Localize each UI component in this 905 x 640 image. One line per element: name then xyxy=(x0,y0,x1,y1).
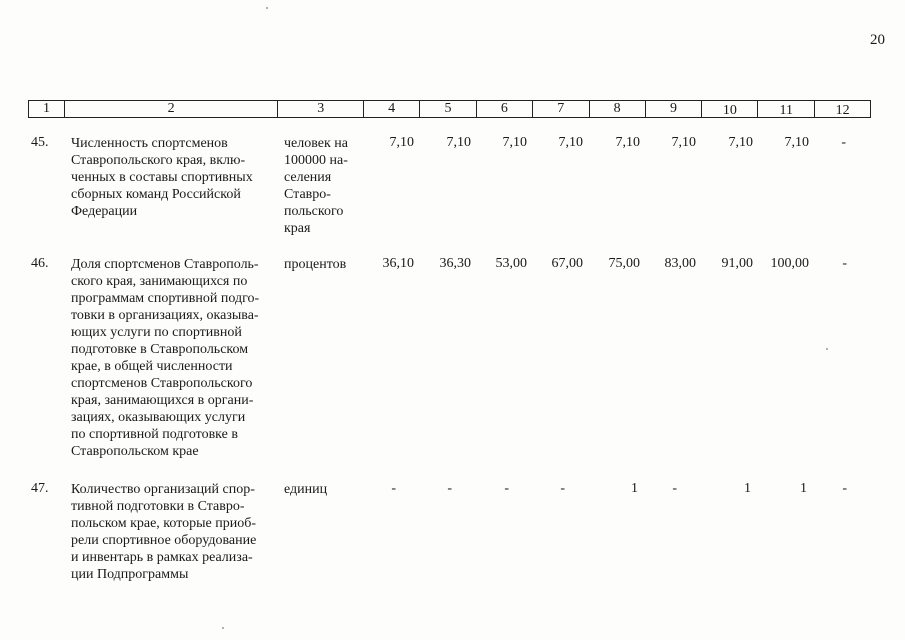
column-number: 4 xyxy=(364,101,420,117)
row-number: 46. xyxy=(31,256,49,271)
column-number: 8 xyxy=(590,101,646,117)
column-number-header xyxy=(28,100,871,118)
value-cell: 7,10 xyxy=(728,135,753,150)
indicator-name: Доля спортсменов Ставрополь- ского края, занимающихся по программам спортивной подго- товки в организациях, оказыва- ющих услуги по спортивной подготовке в Ставропольском крае, в общей численности спортсменов Ставропольского края, занимающихся в органи- зациях, оказывающих услуги по спортивной подготовке в Ставропольском крае xyxy=(71,257,260,459)
scan-speck xyxy=(266,7,268,9)
value-cell: 7,10 xyxy=(558,135,583,150)
value-cell: 91,00 xyxy=(721,256,753,271)
value-cell: - xyxy=(504,481,509,496)
column-number: 12 xyxy=(835,103,850,118)
column-number: 9 xyxy=(646,101,703,117)
unit-of-measure: единиц xyxy=(284,482,328,497)
column-number: 10 xyxy=(702,101,758,117)
indicator-name: Количество организаций спор- тивной подготовки в Ставро- польском крае, которые приоб- рели спортивное оборудование и инвентарь в рамках реализа- ции Подпрограммы xyxy=(71,482,257,582)
column-number: 6 xyxy=(477,101,533,117)
value-cell: - xyxy=(560,481,565,496)
value-cell: 75,00 xyxy=(608,256,640,271)
value-cell: 83,00 xyxy=(664,256,696,271)
row-number: 47. xyxy=(31,481,49,496)
value-cell: 7,10 xyxy=(502,135,527,150)
value-cell: 7,10 xyxy=(446,135,471,150)
value-cell: 100,00 xyxy=(770,256,809,271)
value-cell: - xyxy=(391,481,396,496)
value-cell: 7,10 xyxy=(784,135,809,150)
value-cell: 7,10 xyxy=(615,135,640,150)
value-cell: 36,10 xyxy=(382,256,414,271)
column-number: 3 xyxy=(278,101,364,117)
column-number: 7 xyxy=(533,101,590,117)
column-number: 1 xyxy=(29,101,65,117)
value-cell: - xyxy=(447,481,452,496)
value-cell: 36,30 xyxy=(439,256,471,271)
row-number: 45. xyxy=(31,135,49,150)
value-cell: 53,00 xyxy=(495,256,527,271)
scan-speck xyxy=(222,627,224,629)
page-number: 20 xyxy=(870,32,885,48)
unit-of-measure: человек на 100000 на- селения Ставро- польского края xyxy=(284,136,348,236)
value-cell: - xyxy=(841,135,846,150)
value-cell: 1 xyxy=(631,481,638,496)
value-cell: 7,10 xyxy=(671,135,696,150)
value-cell: - xyxy=(842,481,847,496)
value-cell: - xyxy=(672,481,677,496)
scan-speck xyxy=(826,348,828,350)
column-number: 5 xyxy=(420,101,477,117)
value-cell: 7,10 xyxy=(389,135,414,150)
value-cell: - xyxy=(842,256,847,271)
value-cell: 1 xyxy=(744,481,751,496)
value-cell: 67,00 xyxy=(551,256,583,271)
unit-of-measure: процентов xyxy=(284,257,347,272)
column-number: 11 xyxy=(758,101,815,117)
indicator-name: Численность спортсменов Ставропольского края, вклю- ченных в составы спортивных сборных команд Российской Федерации xyxy=(71,136,253,219)
value-cell: 1 xyxy=(800,481,807,496)
column-number: 2 xyxy=(65,101,278,117)
